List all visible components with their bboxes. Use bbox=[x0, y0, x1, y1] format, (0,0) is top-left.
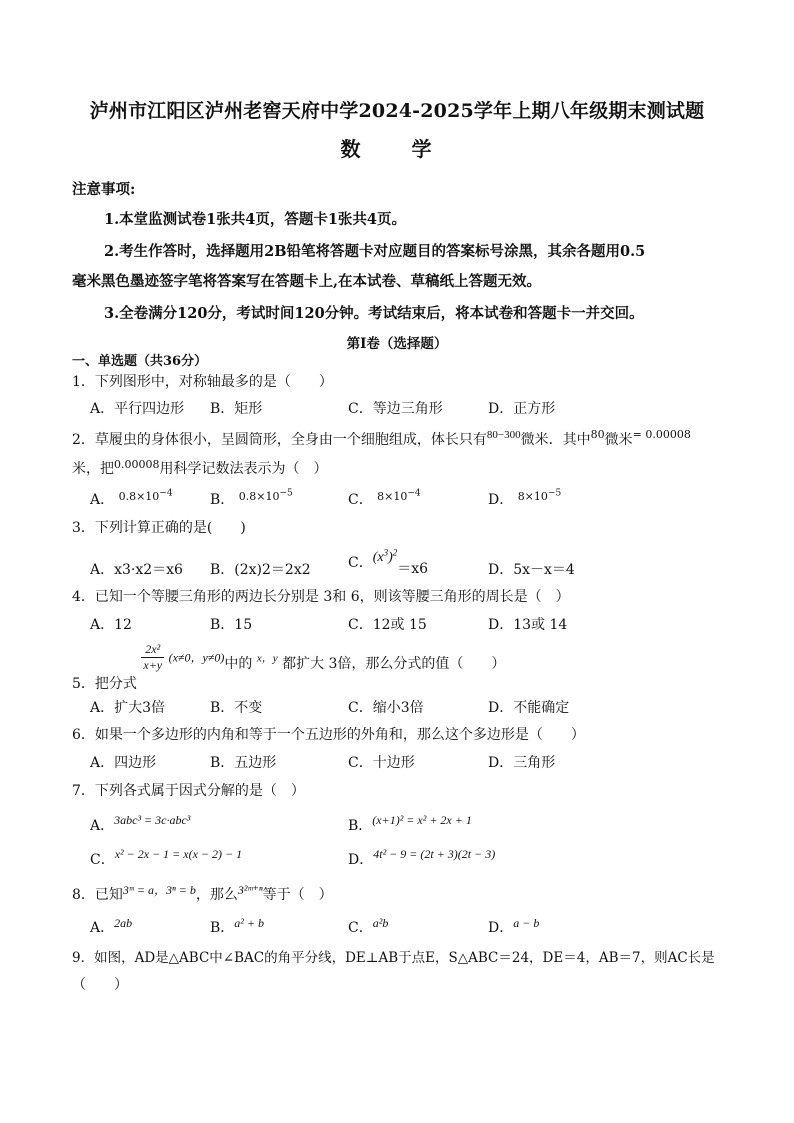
q5-vars: x，y bbox=[256, 652, 278, 665]
q2-option-a: A． $^{0.8\times 10^{-4}}$ bbox=[90, 488, 173, 508]
q8-text-2: ，那么 bbox=[195, 887, 238, 903]
q2-text-1: 2．草履虫的身体很小，呈圆筒形，全身由一个细胞组成，体长只有 bbox=[72, 432, 487, 448]
q5-text-1: 5．把分式 bbox=[72, 675, 137, 692]
q2-option-c: C． $^{8\times 10^{-4}}$ bbox=[348, 488, 421, 508]
q6-stem: 6．如果一个多边形的内角和等于一个五边形的外角和，那么这个多边形是（ ） bbox=[72, 727, 585, 743]
q4-option-a: A．12 bbox=[90, 617, 132, 633]
q3-option-a: A．x3·x2＝x6 bbox=[90, 562, 183, 578]
q8-option-a: A．2ab bbox=[90, 916, 133, 936]
q7-option-b: B．(x+1)² = x² + 2x + 1 bbox=[348, 813, 472, 834]
q8-stem bbox=[72, 884, 333, 904]
q2-option-d: D． $^{8\times 10^{-5}}$ bbox=[488, 488, 562, 508]
q2-option-b: B． $^{0.8\times 10^{-5}}$ bbox=[210, 488, 293, 508]
q5-option-c: C．缩小3倍 bbox=[348, 700, 424, 716]
q8-option-d: D．a − b bbox=[488, 916, 540, 936]
q5-option-d: D．不能确定 bbox=[488, 700, 570, 716]
q1-option-d: D．正方形 bbox=[488, 401, 556, 417]
q5-option-b: B．不变 bbox=[210, 700, 263, 716]
q8-text-1: 8．已知 bbox=[72, 887, 123, 903]
notice-item-1: 1.本堂监测试卷1张共4页，答题卡1张共4页。 bbox=[104, 211, 406, 228]
q2-number: 0.00008 bbox=[114, 458, 160, 471]
q3-stem: 3．下列计算正确的是( ) bbox=[72, 520, 246, 536]
q8-option-b: B．a² + b bbox=[210, 916, 264, 936]
q8-option-c: C．a²b bbox=[348, 916, 389, 936]
q8-text-3: 等于（ ） bbox=[262, 887, 333, 903]
q4-stem: 4．已知一个等腰三角形的两边长分别是 3和 6，则该等腰三角形的周长是（ ） bbox=[72, 589, 570, 605]
q2-v80: 80 bbox=[590, 428, 605, 441]
q2-stem-line1 bbox=[72, 428, 691, 449]
q5-stem bbox=[72, 642, 506, 692]
subject-heading: 数 学 bbox=[340, 137, 454, 161]
q9-stem: 9．如图，AD是△ABC中∠BAC的角平分线，DE⊥AB于点E，S△ABC＝24，DE＝4，AB＝7，则AC长是 bbox=[72, 950, 715, 966]
q6-option-b: B．五边形 bbox=[210, 755, 277, 771]
q4-option-b: B．15 bbox=[210, 617, 253, 633]
part-heading: 一、单选题（共36分） bbox=[72, 354, 208, 369]
q7-stem: 7．下列各式属于因式分解的是（ ） bbox=[72, 783, 305, 799]
q7-option-d: D．4t² − 9 = (2t + 3)(2t − 3) bbox=[348, 847, 496, 868]
q8-given: 3ᵐ = a，3ⁿ = b bbox=[122, 883, 196, 897]
q5-text-3: 都扩大 3倍，那么分式的值（ ） bbox=[282, 655, 506, 672]
q6-option-d: D．三角形 bbox=[488, 755, 556, 771]
q8-expression: 3²ᵐ⁺ⁿ bbox=[237, 883, 263, 897]
q3-option-b: B．(2x)2＝2x2 bbox=[210, 562, 311, 578]
q2-eq: = 0.00008 bbox=[632, 428, 691, 441]
q7-option-a: A．3abc³ = 3c·abc³ bbox=[90, 813, 191, 834]
q2-text-3: 微米 bbox=[604, 432, 633, 448]
q3-option-d: D．5x－x＝4 bbox=[488, 562, 575, 578]
notice-item-2a: 2.考生作答时，选择题用2B铅笔将答题卡对应题目的答案标号涂黑，其余各题用0.5 bbox=[104, 243, 646, 260]
q4-option-c: C．12或 15 bbox=[348, 617, 427, 633]
q5-text-2: 中的 bbox=[224, 655, 253, 672]
q6-option-c: C．十边形 bbox=[348, 755, 415, 771]
q4-option-d: D．13或 14 bbox=[488, 617, 568, 633]
volume-heading: 第Ⅰ卷（选择题） bbox=[346, 336, 448, 352]
q3-option-c: C．$(x^3)^2=x6$ bbox=[348, 547, 429, 577]
notice-heading: 注意事项: bbox=[72, 181, 136, 198]
notice-item-2b: 毫米黑色墨迹签字笔将答案写在答题卡上,在本试卷、草稿纸上答题无效。 bbox=[72, 273, 542, 290]
q5-fraction: $\frac{\text{2x²}}{x+y}$ bbox=[143, 642, 163, 672]
q9-blank: （ ） bbox=[72, 977, 128, 993]
q2-stem-line2 bbox=[72, 458, 328, 478]
q1-option-a: A．平行四边形 bbox=[90, 401, 185, 417]
q1-option-b: B．矩形 bbox=[210, 401, 263, 417]
q2-range: 80−300 bbox=[486, 429, 521, 441]
exam-title: 泸州市江阳区泸州老窖天府中学2024-2025学年上期八年级期末测试题 bbox=[89, 100, 705, 122]
q7-option-c: C．x² − 2x − 1 = x(x − 2) − 1 bbox=[90, 847, 243, 868]
q2-text-2: 微米．其中 bbox=[520, 432, 591, 448]
q5-option-a: A．扩大3倍 bbox=[90, 700, 166, 716]
q1-stem: 1．下列图形中，对称轴最多的是（ ） bbox=[72, 374, 333, 390]
q1-option-c: C．等边三角形 bbox=[348, 401, 443, 417]
q2-text-4: 米，把 bbox=[72, 461, 114, 477]
notice-item-3: 3.全卷满分120分，考试时间120分钟。考试结束后，将本试卷和答题卡一并交回。 bbox=[104, 305, 644, 322]
q6-option-a: A．四边形 bbox=[90, 755, 157, 771]
q5-condition: (x≠0，y≠0) bbox=[168, 650, 225, 665]
q2-text-5: 用科学记数法表示为（ ） bbox=[159, 461, 328, 477]
